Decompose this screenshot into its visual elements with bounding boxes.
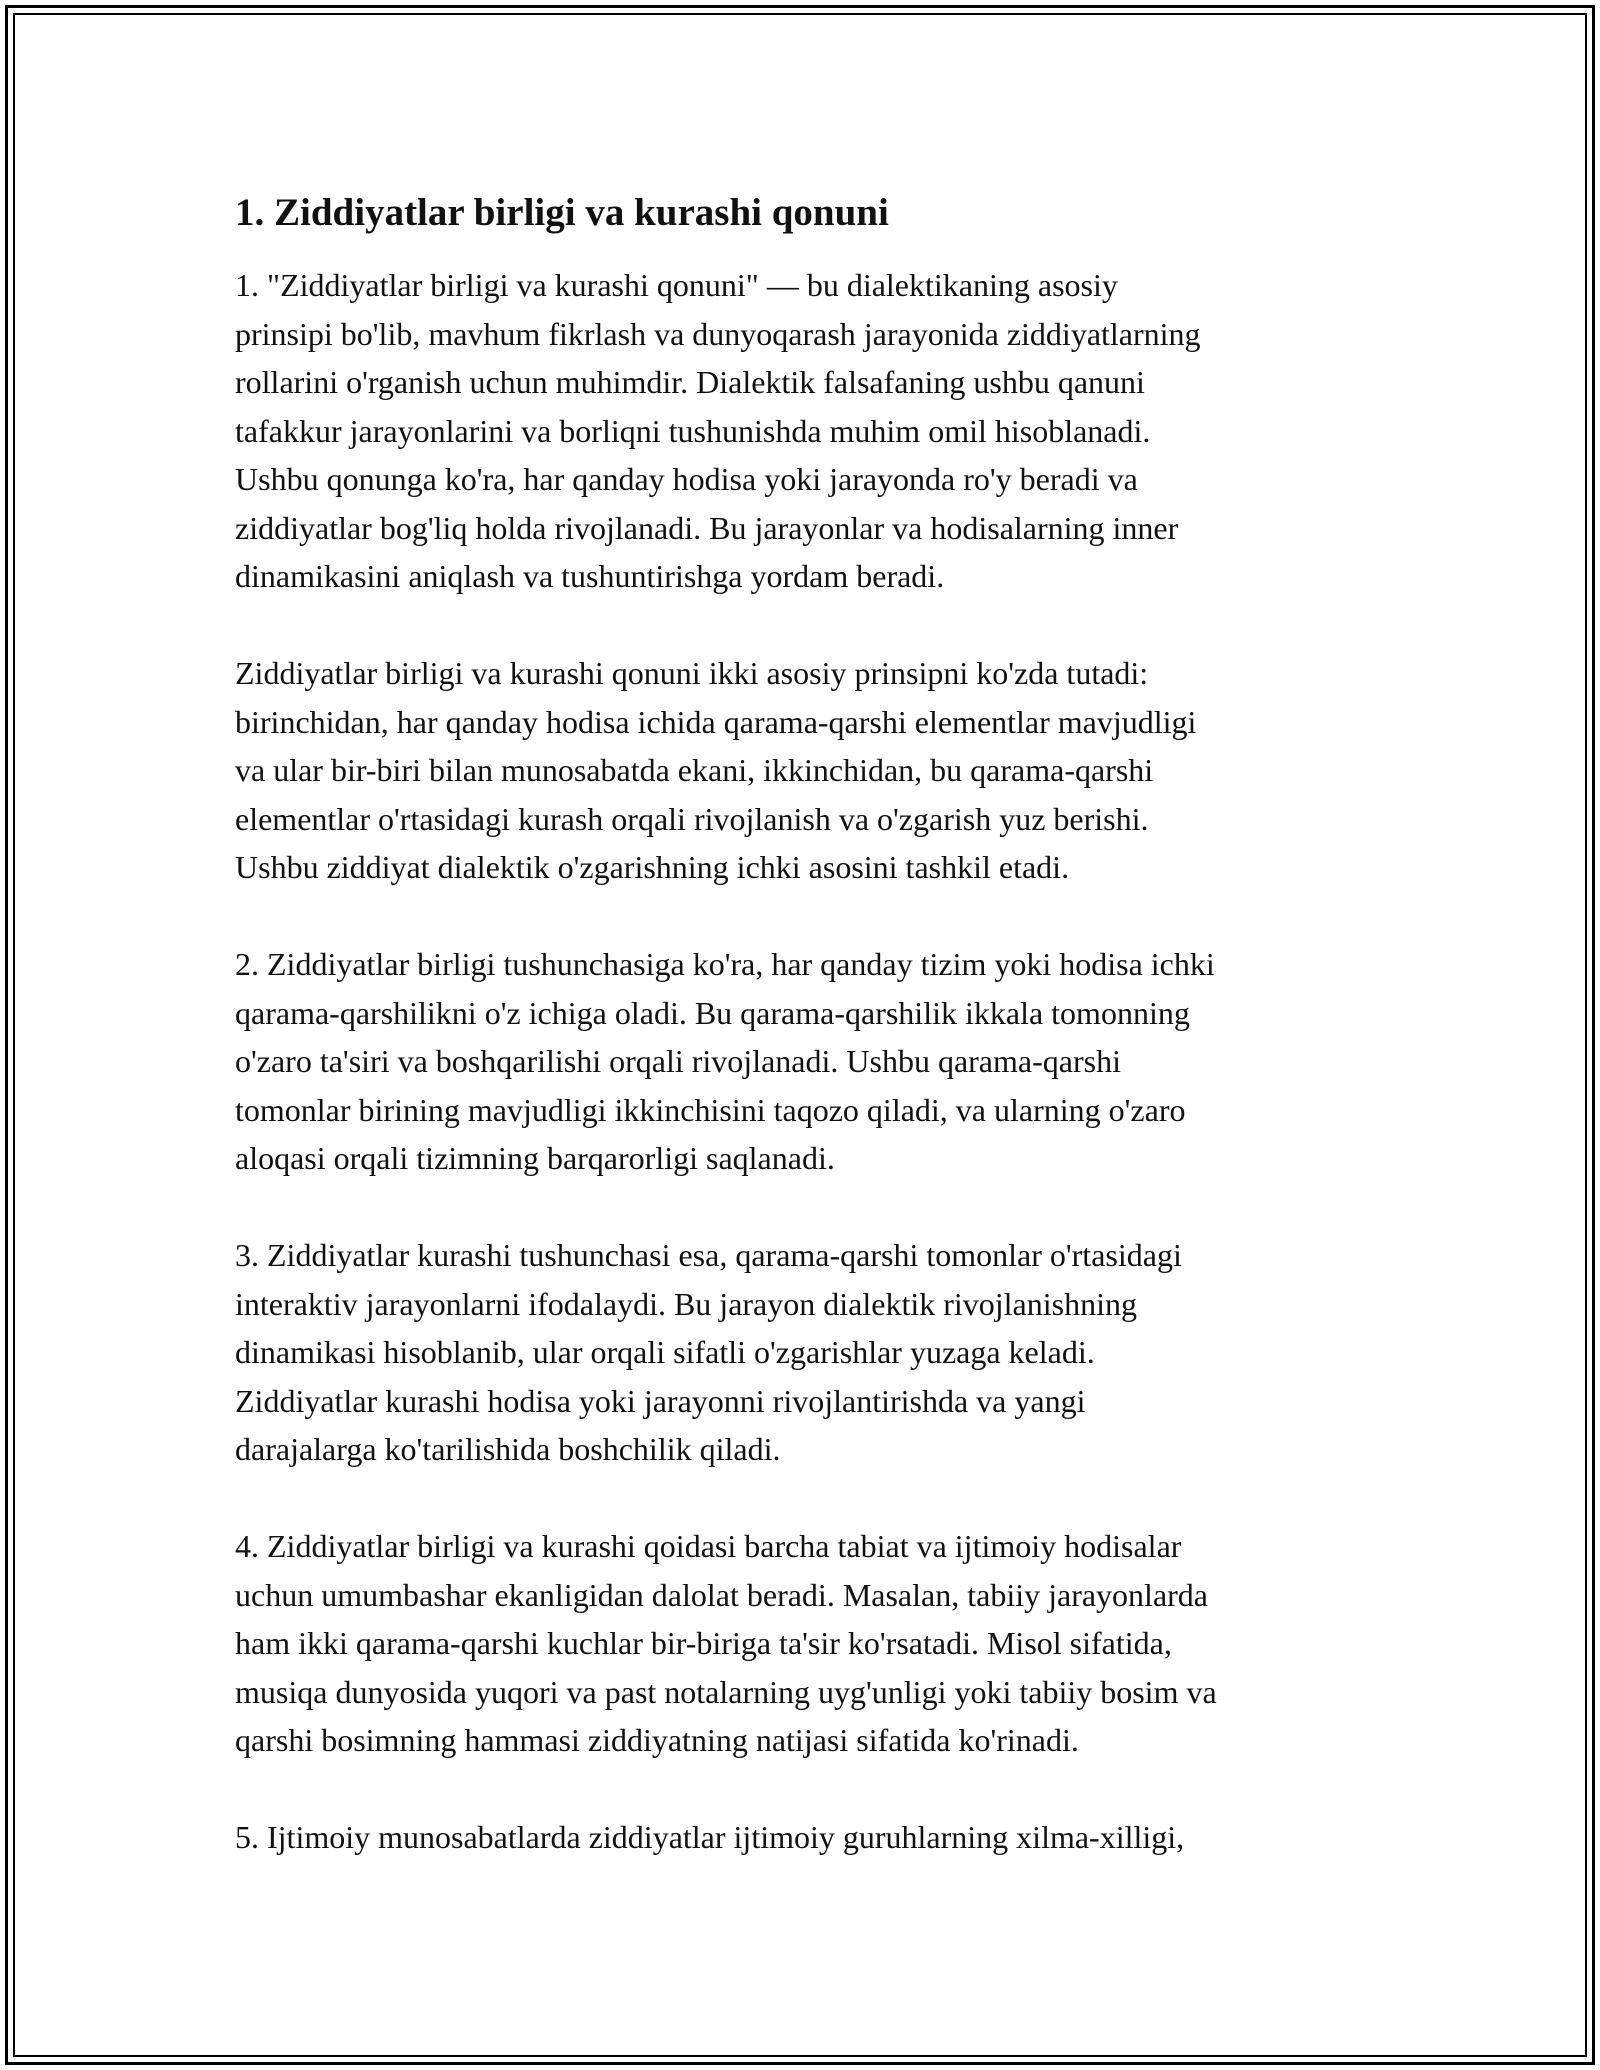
text-line: dinamikasi hisoblanib, ular orqali sifatli o'zgarishlar yuzaga keladi. — [235, 1334, 1095, 1370]
text-line: uchun umumbashar ekanligidan dalolat beradi. Masalan, tabiiy jarayonlarda — [235, 1576, 1208, 1613]
paragraph-3 — [235, 940, 1365, 1183]
text-line: qarama-qarshilikni o'z ichiga oladi. Bu qarama-qarshilik ikkala tomonning — [235, 994, 1190, 1031]
text-line: qarshi bosimning hammasi ziddiyatning natijasi sifatida ko'rinadi. — [235, 1722, 1079, 1758]
text-line: Ziddiyatlar kurashi hodisa yoki jarayonni rivojlantirishda va yangi — [235, 1382, 1086, 1419]
text-line: Ziddiyatlar birligi va kurashi qonuni ikki asosiy prinsipni ko'zda tutadi: — [235, 655, 1149, 691]
text-line: Ushbu ziddiyat dialektik o'zgarishning ichki asosini tashkil etadi. — [235, 849, 1070, 885]
paragraph-5 — [235, 1522, 1365, 1765]
document-title: 1. Ziddiyatlar birligi va kurashi qonuni — [235, 191, 889, 234]
text-line: prinsipi bo'lib, mavhum fikrlash va dunyoqarash jarayonida ziddiyatlarning — [235, 315, 1201, 352]
paragraph-2 — [235, 649, 1365, 892]
text-line: dinamikasini aniqlash va tushuntirishga yordam beradi. — [235, 558, 945, 594]
text-line: 2. Ziddiyatlar birligi tushunchasiga ko'ra, har qanday tizim yoki hodisa ichki — [235, 946, 1215, 982]
text-line: o'zaro ta'siri va boshqarilishi orqali rivojlanadi. Ushbu qarama-qarshi — [235, 1043, 1121, 1079]
text-line: 4. Ziddiyatlar birligi va kurashi qoidasi barcha tabiat va ijtimoiy hodisalar — [235, 1528, 1182, 1564]
text-line: tafakkur jarayonlarini va borliqni tushunishda muhim omil hisoblanadi. — [235, 412, 1151, 449]
text-line: va ular bir-biri bilan munosabatda ekani, ikkinchidan, bu qarama-qarshi — [235, 752, 1154, 788]
paragraph-4 — [235, 1231, 1365, 1474]
text-line: 1. "Ziddiyatlar birligi va kurashi qonuni" — bu dialektikaning asosiy — [235, 267, 1118, 303]
text-line: elementlar o'rtasidagi kurash orqali rivojlanish va o'zgarish yuz berishi. — [235, 800, 1149, 837]
text-line: darajalarga ko'tarilishida boshchilik qiladi. — [235, 1431, 781, 1467]
text-line: aloqasi orqali tizimning barqarorligi saqlanadi. — [235, 1140, 835, 1176]
text-line: Ushbu qonunga ko'ra, har qanday hodisa yoki jarayonda ro'y beradi va — [235, 461, 1138, 497]
text-line: 3. Ziddiyatlar kurashi tushunchasi esa, qarama-qarshi tomonlar o'rtasidagi — [235, 1237, 1182, 1273]
text-line: rollarini o'rganish uchun muhimdir. Dialektik falsafaning ushbu qanuni — [235, 364, 1145, 400]
paragraph-1 — [235, 261, 1365, 601]
text-line: birinchidan, har qanday hodisa ichida qarama-qarshi elementlar mavjudligi — [235, 703, 1197, 740]
text-line: ham ikki qarama-qarshi kuchlar bir-biriga ta'sir ko'rsatadi. Misol sifatida, — [235, 1625, 1172, 1661]
paragraph-6 — [235, 1813, 1365, 1862]
text-line: interaktiv jarayonlarni ifodalaydi. Bu jarayon dialektik rivojlanishning — [235, 1285, 1137, 1322]
text-line: musiqa dunyosida yuqori va past notalarning uyg'unligi yoki tabiiy bosim va — [235, 1673, 1217, 1710]
document-body — [235, 187, 1365, 1910]
text-line: tomonlar birining mavjudligi ikkinchisini taqozo qiladi, va ularning o'zaro — [235, 1091, 1186, 1128]
text-line: 5. Ijtimoiy munosabatlarda ziddiyatlar ijtimoiy guruhlarning xilma-xilligi, — [235, 1819, 1185, 1855]
text-line: ziddiyatlar bog'liq holda rivojlanadi. Bu jarayonlar va hodisalarning inner — [235, 509, 1179, 546]
